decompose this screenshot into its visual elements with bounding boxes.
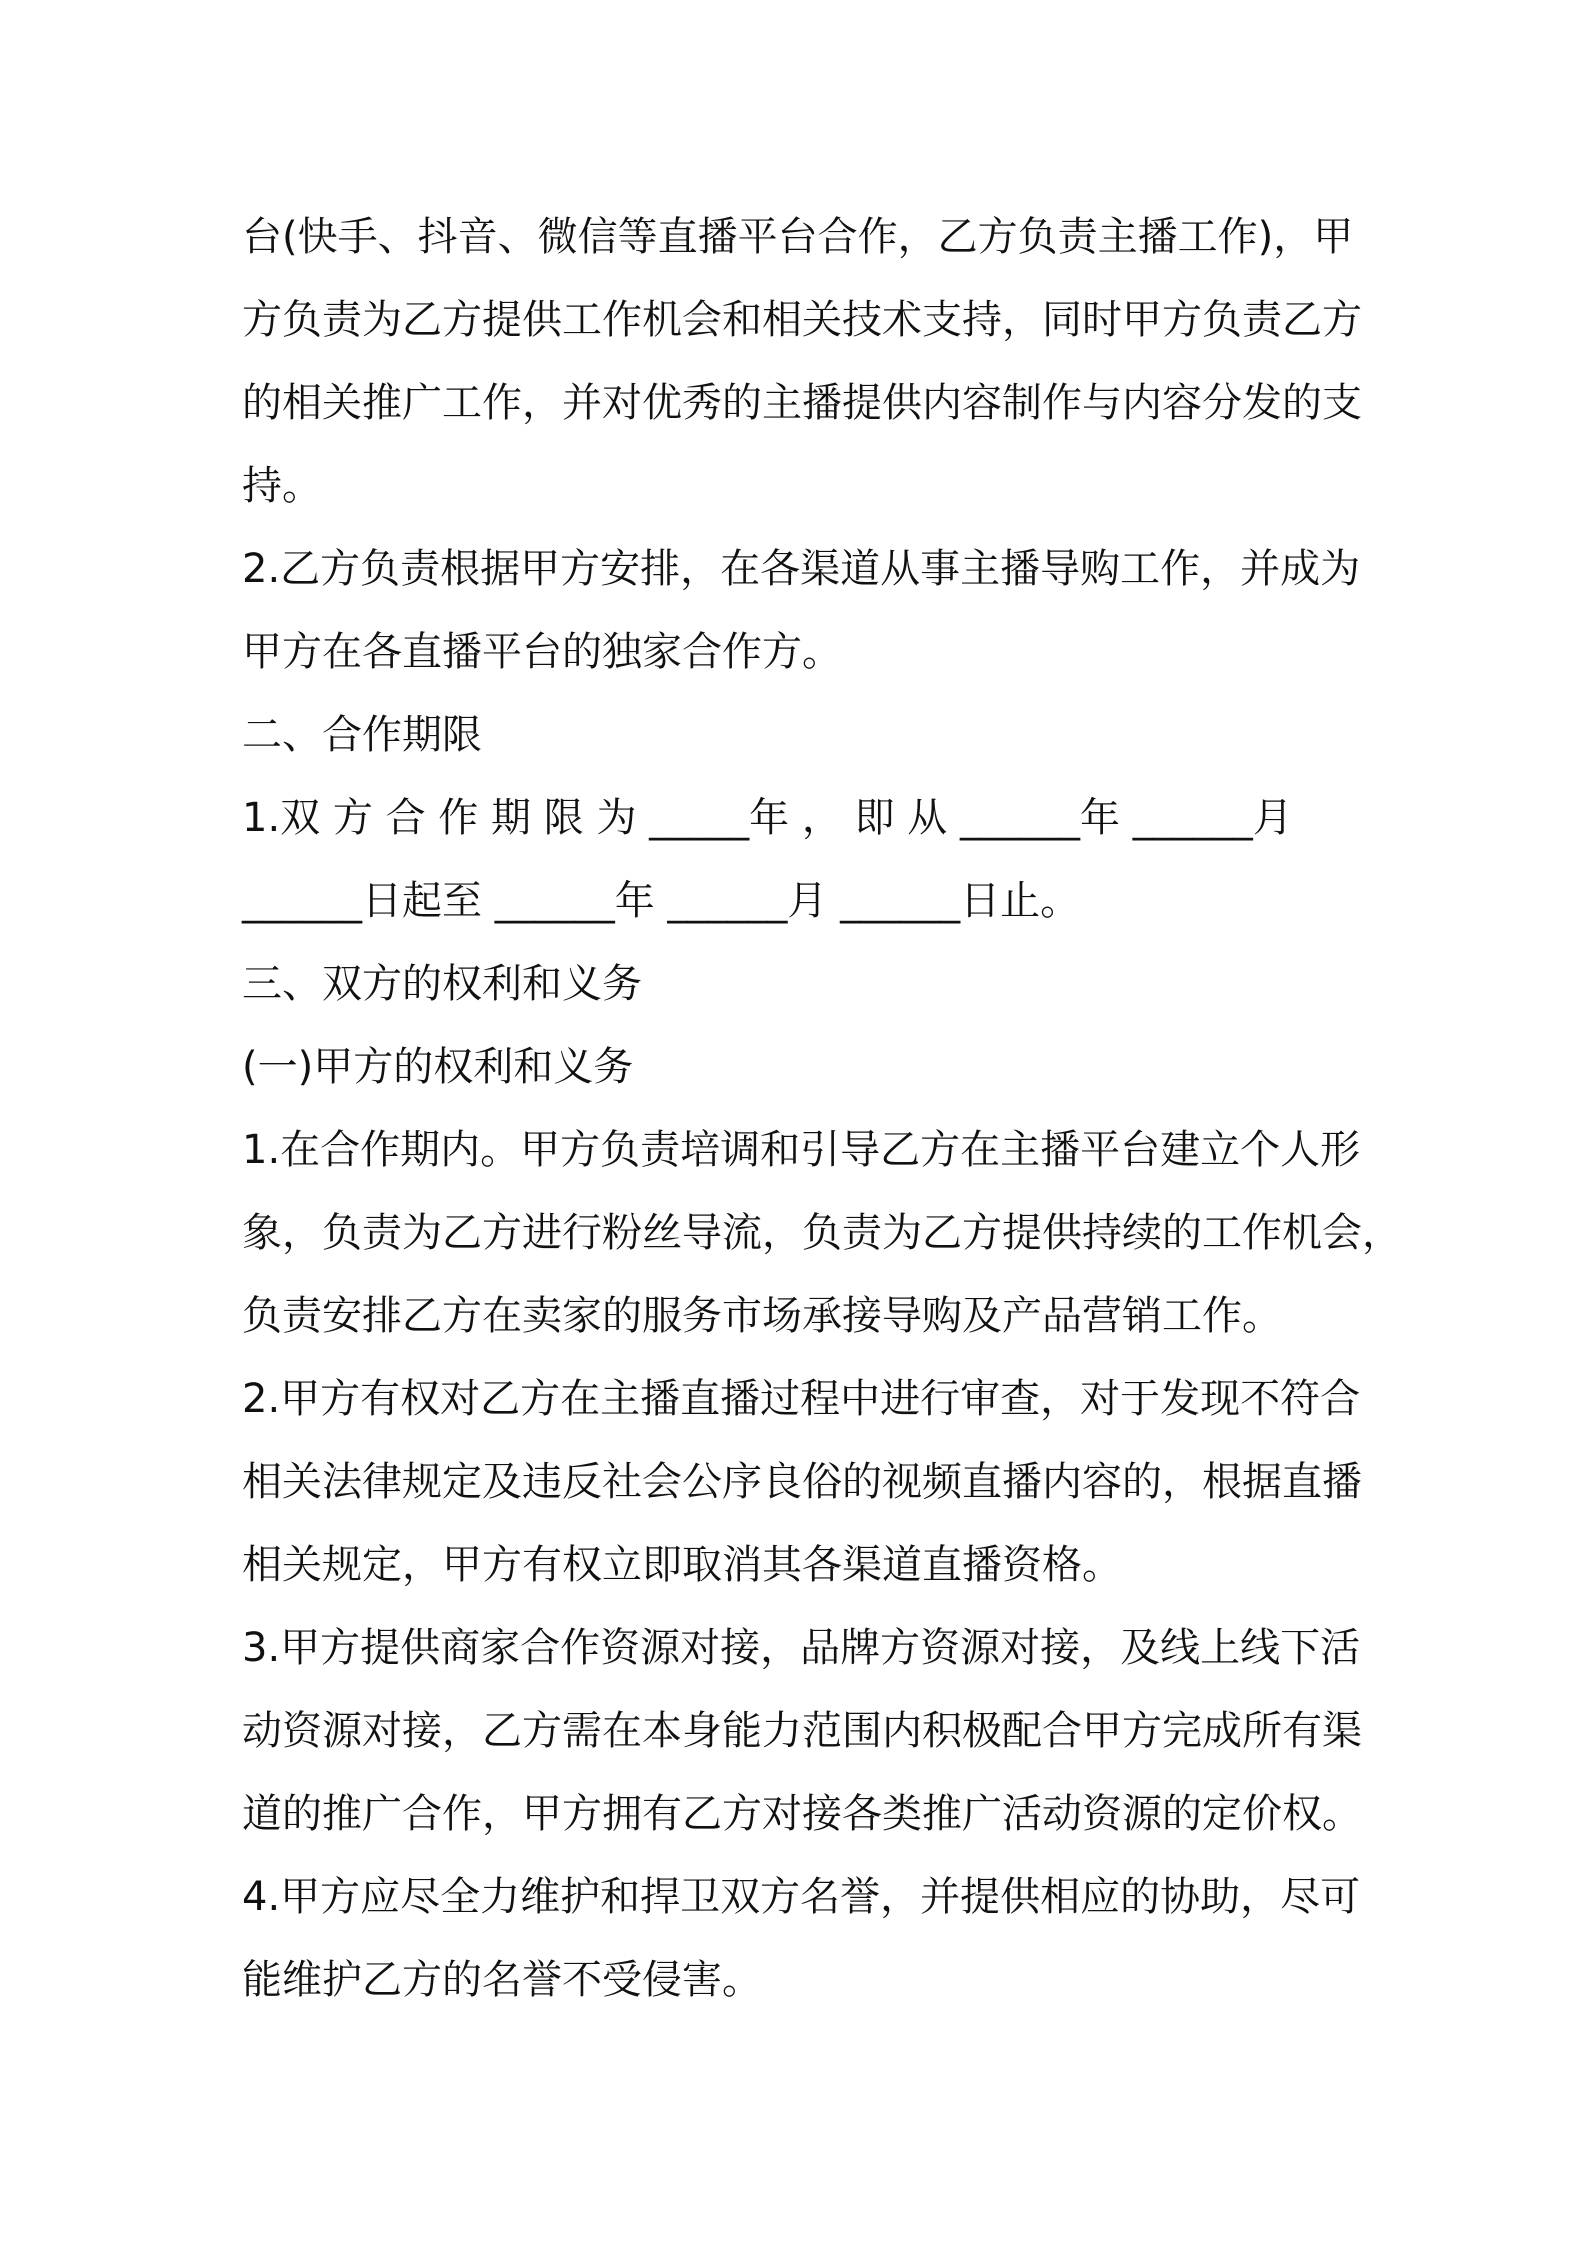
subsection-heading: (一)甲方的权利和义务 [242, 1044, 634, 1090]
paragraph-line: 持。 [242, 463, 322, 509]
clause-line: 动资源对接，乙方需在本身能力范围内积极配合甲方完成所有渠 [242, 1708, 1362, 1754]
paragraph-line: 的相关推广工作，并对优秀的主播提供内容制作与内容分发的支 [242, 380, 1362, 426]
section-heading: 三、双方的权利和义务 [242, 961, 642, 1007]
clause-line: 负责安排乙方在卖家的服务市场承接导购及产品营销工作。 [242, 1293, 1282, 1339]
clause-line: 道的推广合作，甲方拥有乙方对接各类推广活动资源的定价权。 [242, 1791, 1362, 1837]
clause-line: 甲方在各直播平台的独家合作方。 [242, 629, 842, 675]
clause-line: 4.甲方应尽全力维护和捍卫双方名誉，并提供相应的协助，尽可 [242, 1874, 1361, 1920]
section-heading: 二、合作期限 [242, 712, 482, 758]
clause-line: 2.甲方有权对乙方在主播直播过程中进行审查，对于发现不符合 [242, 1376, 1361, 1422]
clause-line: 2.乙方负责根据甲方安排，在各渠道从事主播导购工作，并成为 [242, 546, 1361, 592]
clause-line: 3.甲方提供商家合作资源对接，品牌方资源对接，及线上线下活 [242, 1625, 1361, 1671]
clause-line: 象，负责为乙方进行粉丝导流，负责为乙方提供持续的工作机会， [242, 1210, 1402, 1256]
clause-line: 相关法律规定及违反社会公序良俗的视频直播内容的，根据直播 [242, 1459, 1362, 1505]
term-line: ______日起至 ______年 ______月 ______日止。 [242, 878, 1081, 924]
contract-body [242, 196, 1402, 2022]
term-line: 1.双 方 合 作 期 限 为 _____年 ， 即 从 ______年 ______月 [242, 795, 1293, 841]
paragraph-line: 方负责为乙方提供工作机会和相关技术支持，同时甲方负责乙方 [242, 297, 1362, 343]
clause-line: 1.在合作期内。甲方负责培调和引导乙方在主播平台建立个人形 [242, 1127, 1361, 1173]
clause-line: 相关规定，甲方有权立即取消其各渠道直播资格。 [242, 1542, 1122, 1588]
clause-line: 能维护乙方的名誉不受侵害。 [242, 1957, 762, 2003]
paragraph-line: 台(快手、抖音、微信等直播平台合作，乙方负责主播工作)，甲 [242, 214, 1354, 260]
